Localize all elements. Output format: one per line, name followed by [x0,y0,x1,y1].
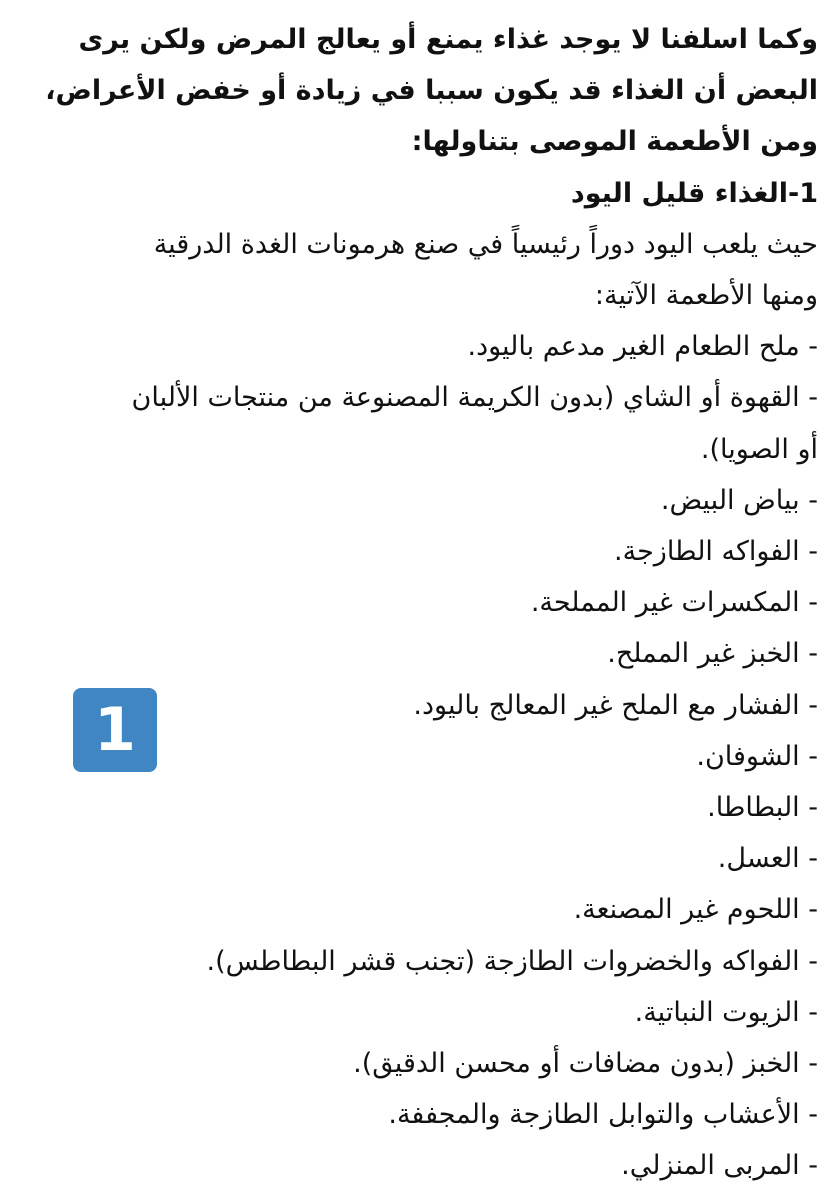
list-item: - ملح الطعام الغير مدعم باليود. [467,331,818,363]
list-item: - البطاطا. [707,792,818,824]
description-line: ومنها الأطعمة الآتية: [594,280,818,312]
list-item: - بياض البيض. [660,484,818,516]
intro-line: البعض أن الغذاء قد يكون سببا في زيادة أو خفض الأعراض، [45,75,818,107]
list-item: - الزيوت النباتية. [634,996,818,1028]
list-item: - الفشار مع الملح غير المعالج باليود. [413,689,818,721]
intro-line: وكما اسلفنا لا يوجد غذاء يمنع أو يعالج المرض ولكن يرى [78,24,818,55]
list-item: - الفواكه والخضروات الطازجة (تجنب قشر البطاطس). [206,945,818,977]
list-item: - العسل. [717,843,818,875]
list-item: - اللحوم غير المصنعة. [573,894,818,926]
document-body [18,14,818,1192]
list-item: - الفواكه الطازجة. [614,536,818,568]
list-item: - المكسرات غير المملحة. [530,587,818,619]
description-line: حيث يلعب اليود دوراً رئيسياً في صنع هرمونات الغدة الدرقية [153,228,818,260]
list-item: - القهوة أو الشاي (بدون الكريمة المصنوعة من منتجات الألبان [131,382,818,414]
list-item: - الخبز غير المملح. [607,638,818,670]
list-item: - الشوفان. [696,740,818,772]
intro-line: ومن الأطعمة الموصى بتناولها: [411,126,818,158]
list-item: - الخبز (بدون مضافات أو محسن الدقيق). [353,1048,818,1080]
section-heading: 1-الغذاء قليل اليود [570,177,818,209]
number-badge: 1 [73,688,157,772]
list-item-continuation: أو الصويا). [700,433,818,465]
list-item: - المربى المنزلي. [621,1150,818,1182]
list-item: - الأعشاب والتوابل الطازجة والمجففة. [388,1099,818,1131]
